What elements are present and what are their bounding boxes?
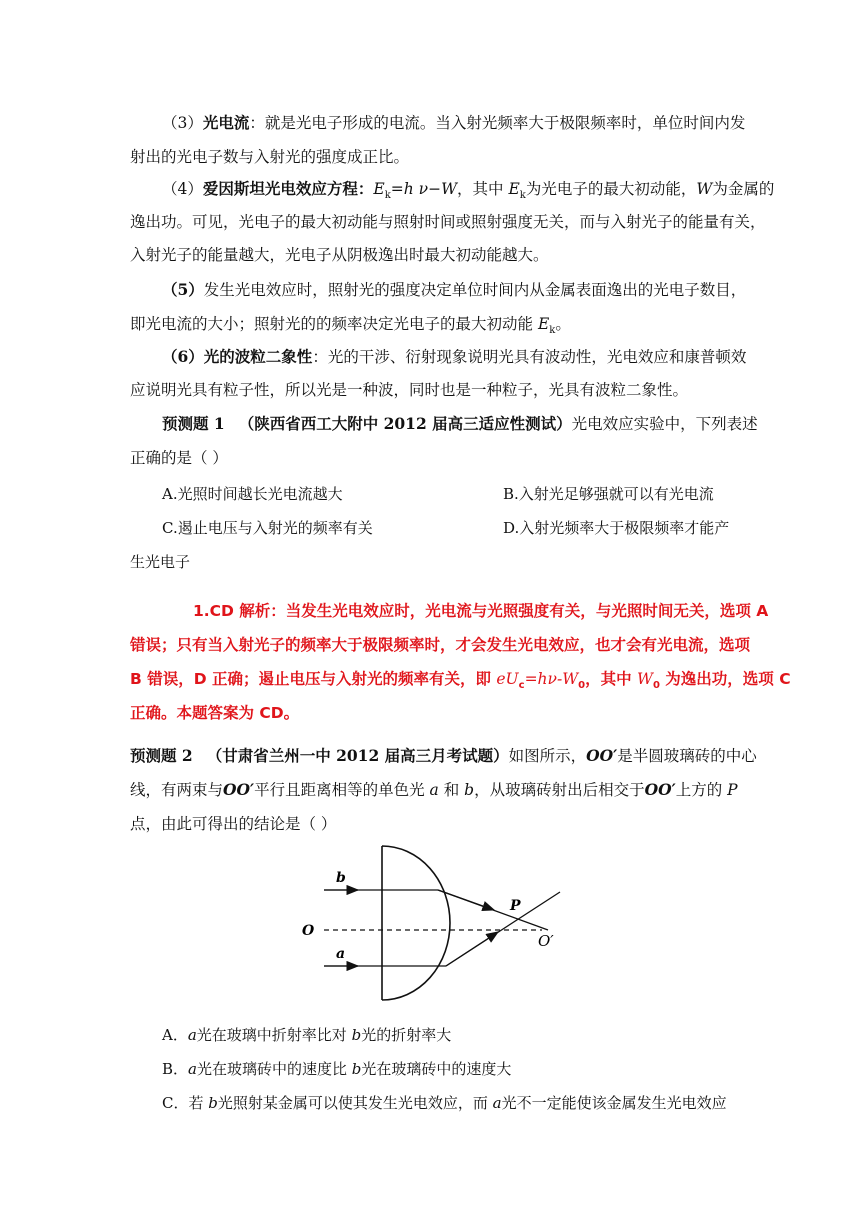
option-c: C.遏止电压与入射光的频率有关 <box>162 519 373 537</box>
paragraph-6-line-1: （6）光的波粒二象性：光的干涉、衍射现象说明光具有波动性，光电效应和康普顿效 <box>162 347 747 366</box>
paragraph-3-line-2: 射出的光电子数与入射光的强度成正比。 <box>130 148 410 166</box>
question-2-line-1: 预测题 2 （甘肃省兰州一中 2012 届高三月考试题）如图所示，OO′是半圆玻璃砖的中心 <box>130 746 757 765</box>
answer-1-line-3: B 错误，D 正确；遏止电压与入射光的频率有关，即 $eU_c=h\nu-W_0$，其中 $W_0$ 为逸出功，选项 C <box>130 670 791 692</box>
semicircle-glass-diagram <box>298 842 570 1002</box>
label-o: O <box>302 923 315 939</box>
paragraph-3-line-1 <box>162 112 745 134</box>
q2-option-c: C．若 b光照射某金属可以使其发生光电效应，而 a光不一定能使该金属发生光电效应 <box>162 1094 727 1112</box>
term-photocurrent: 光电流 <box>202 113 250 132</box>
item-number: （3） <box>162 114 203 132</box>
question-2-line-3: 点，由此可得出的结论是（ ） <box>130 815 337 833</box>
question-label: 预测题 2 <box>130 746 193 765</box>
item-number: （4） <box>162 180 203 198</box>
term-wave-particle-duality: 光的波粒二象性 <box>203 347 313 366</box>
answer-1-line-2: 错误；只有当入射光子的频率大于极限频率时，才会发生光电效应，也才会有光电流，选项 <box>130 636 751 654</box>
paragraph-5-line-1: （5）发生光电效应时，照射光的强度决定单位时间内从金属表面逸出的光电子数目， <box>162 280 747 299</box>
answer-1-line-1: 1.CD 解析：当发生光电效应时，光电流与光照强度有关，与光照时间无关，选项 A <box>193 602 769 620</box>
equation: E <box>373 180 385 198</box>
paragraph-4-line-1: （4）爱因斯坦光电效应方程：$E_k=h$ ν−W，其中 $E_k$为光电子的最大初动能，W为金属的 <box>162 179 775 202</box>
option-a: A.光照时间越长光电流越大 <box>162 485 343 503</box>
label-o-prime: O′ <box>538 932 554 950</box>
question-1-line-1: 预测题 1 （陕西省西工大附中 2012 届高三适应性测试）光电效应实验中，下列表述 <box>162 414 758 433</box>
question-source: （陕西省西工大附中 2012 届高三适应性测试） <box>238 414 572 433</box>
question-1-line-2: 正确的是（ ） <box>130 449 228 467</box>
term-einstein-equation: 爱因斯坦光电效应方程： <box>202 179 374 198</box>
label-p: P <box>510 898 521 914</box>
label-b: b <box>336 870 346 886</box>
text: ：就是光电子形成的电流。当入射光频率大于极限频率时，单位时间内发 <box>249 114 746 132</box>
option-d: D.入射光频率大于极限频率才能产 <box>503 519 730 537</box>
question-label: 预测题 1 <box>162 414 225 433</box>
q2-option-a: A．a光在玻璃中折射率比对 b光的折射率大 <box>162 1026 452 1044</box>
answer-1-line-4: 正确。本题答案为 CD。 <box>130 704 300 722</box>
glass-brick-outline <box>382 846 450 1000</box>
paragraph-4-line-3: 入射光子的能量越大，光电子从阴极逸出时最大初动能越大。 <box>130 246 549 264</box>
item-number: （5） <box>162 280 204 299</box>
equation: =h ν−W <box>390 180 458 198</box>
paragraph-4-line-2: 逸出功。可见，光电子的最大初动能与照射时间或照射强度无关，而与入射光子的能量有关， <box>130 213 766 231</box>
q2-option-b: B．a光在玻璃砖中的速度比 b光在玻璃砖中的速度大 <box>162 1060 512 1078</box>
option-b: B.入射光足够强就可以有光电流 <box>503 485 714 503</box>
label-a: a <box>336 946 346 962</box>
question-source: （甘肃省兰州一中 2012 届高三月考试题） <box>206 746 509 765</box>
paragraph-6-line-2: 应说明光具有粒子性，所以光是一种波，同时也是一种粒子，光具有波粒二象性。 <box>130 381 689 399</box>
question-2-line-2: 线，有两束与OO′平行且距离相等的单色光 a 和 b，从玻璃砖射出后相交于OO′上方的 P <box>130 780 738 799</box>
item-number: （6） <box>162 347 204 366</box>
option-d-continued: 生光电子 <box>130 553 191 571</box>
paragraph-5-line-2: 即光电流的大小；照射光的的频率决定光电子的最大初动能 $E_k$。 <box>130 315 571 337</box>
